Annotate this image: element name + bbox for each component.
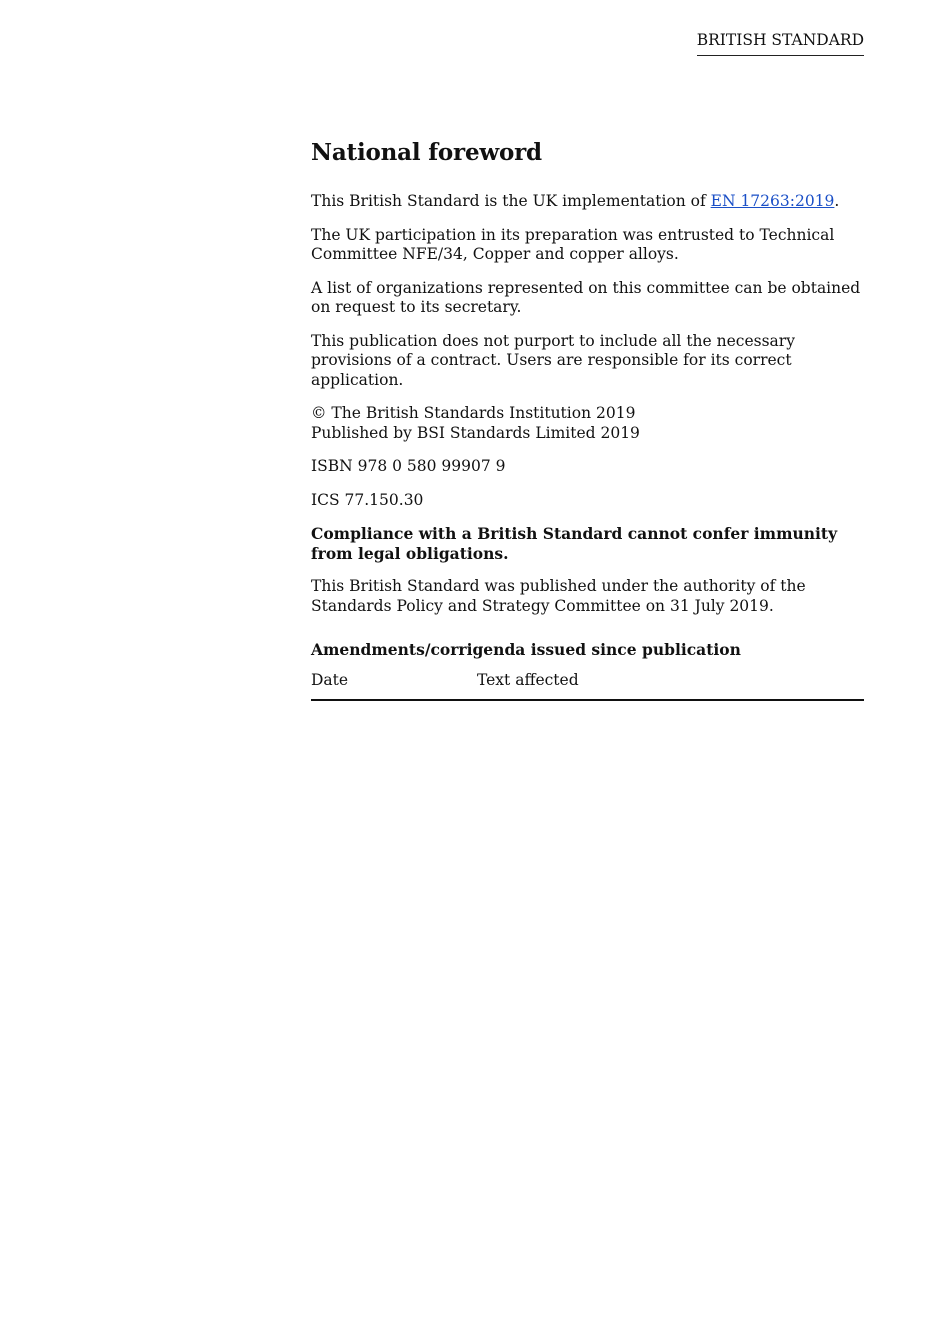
copyright-paragraph xyxy=(311,404,864,443)
participation-paragraph: The UK participation in its preparation was entrusted to Technical Committee NFE/34, Copper and copper alloys. xyxy=(311,225,835,263)
standard-reference-link[interactable]: EN 17263:2019 xyxy=(710,192,835,210)
provisions-paragraph: This publication does not purport to include all the necessary provisions of a contract. Users are responsible for its correct application. xyxy=(311,331,795,389)
document-type-label: BRITISH STANDARD xyxy=(697,31,864,56)
page-title: National foreword xyxy=(311,139,542,166)
organizations-paragraph: A list of organizations represented on this committee can be obtained on request to its secretary. xyxy=(311,278,861,316)
date-column-header: Date xyxy=(311,670,477,700)
copyright-line: © The British Standards Institution 2019 xyxy=(311,404,636,422)
implementation-text: This British Standard is the UK implementation of xyxy=(311,192,711,210)
amendments-header-row xyxy=(311,670,864,700)
compliance-paragraph: Compliance with a British Standard cannot confer immunity from legal obligations. xyxy=(311,524,838,563)
national-foreword-section xyxy=(311,138,864,701)
text-affected-column-header: Text affected xyxy=(477,670,864,700)
publisher-line: Published by BSI Standards Limited 2019 xyxy=(311,423,640,442)
amendments-title: Amendments/corrigenda issued since publication xyxy=(311,640,741,659)
amendments-table xyxy=(311,670,864,701)
implementation-suffix: . xyxy=(834,192,840,210)
ics-paragraph: ICS 77.150.30 xyxy=(311,490,424,509)
isbn-paragraph: ISBN 978 0 580 99907 9 xyxy=(311,457,506,475)
authority-paragraph: This British Standard was published under the authority of the Standards Policy and Strategy Committee on 31 July 2019. xyxy=(311,577,806,615)
implementation-paragraph xyxy=(311,192,864,212)
